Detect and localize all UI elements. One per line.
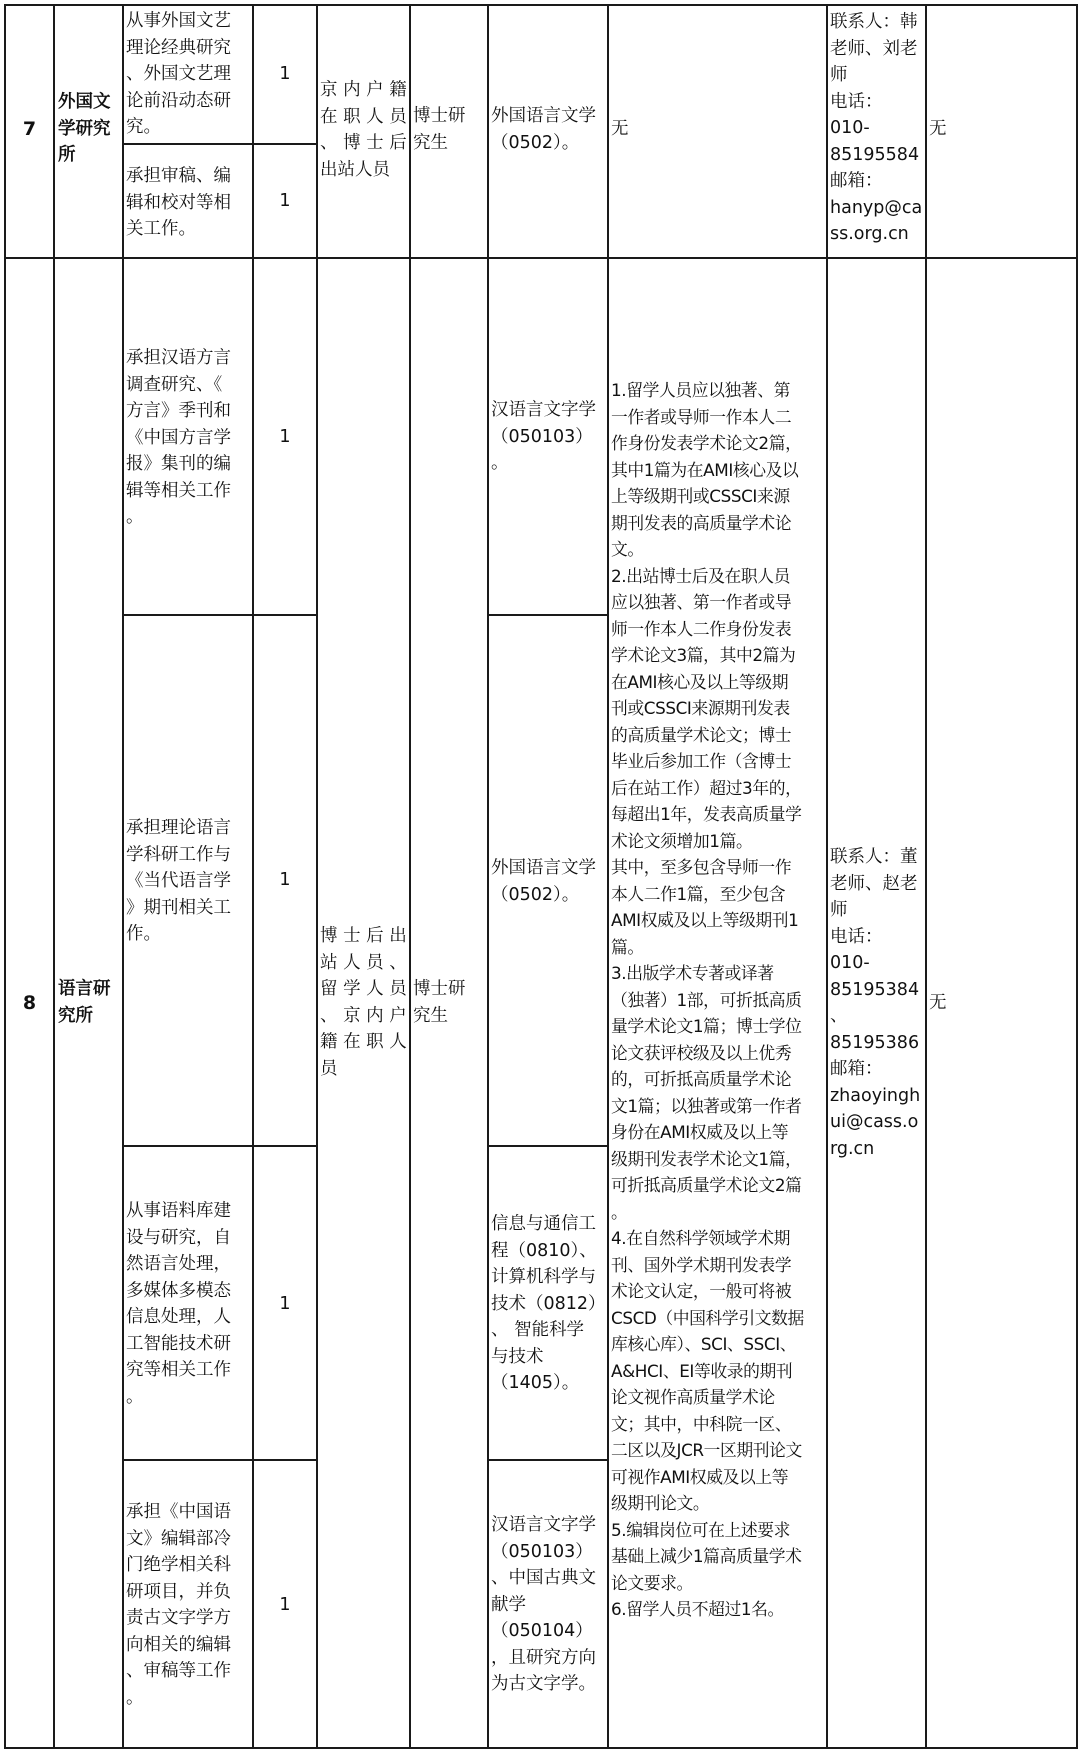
table-col-divider (122, 4, 124, 1749)
row-number: 8 (22, 992, 37, 1014)
table-row-divider (122, 1459, 318, 1461)
major-requirement: 汉语言文字学 （050103） 、中国古典文 献学 （050104） ，且研究方向 为古文字学。 (491, 1515, 596, 1694)
position-count: 1 (279, 191, 291, 211)
duty-description: 从事外国文艺 理论经典研究 、外国文艺理 论前沿动态研 究。 (126, 11, 231, 137)
major-requirement: 信息与通信工 程（0810）、 计算机科学与 技术（0812） 、 智能科学 与技术 （1405）。 (491, 1214, 606, 1393)
position-count: 1 (279, 427, 291, 447)
table-row-divider (4, 257, 1078, 259)
table-row-divider (122, 1145, 318, 1147)
major-requirement: 外国语言文学 （0502）。 (491, 106, 596, 153)
duty-description: 承担审稿、编 辑和校对等相 关工作。 (126, 166, 231, 239)
table-row-divider (487, 614, 607, 616)
table-col-divider (826, 4, 828, 1749)
table-row-divider (122, 143, 318, 145)
duty-description: 承担理论语言 学科研工作与 《当代语言学 》期刊相关工 作。 (126, 818, 231, 944)
position-count: 1 (279, 1595, 291, 1615)
row-number: 7 (22, 118, 37, 140)
table-border-right (1076, 4, 1078, 1749)
candidate-source: 博 士 后 出 站 人 员 、 留 学 人 员 、 京 内 户 籍 在 职 人 员 (320, 926, 407, 1079)
major-requirement: 汉语言文字学 （050103） 。 (491, 400, 596, 473)
education-requirement: 博士研 究生 (413, 106, 466, 153)
table-col-divider (607, 4, 609, 1749)
other-requirement: 1.留学人员应以独著、第 一作者或导师一作本人二 作身份发表学术论文2篇， 其中1篇为在AMI核心及以 上等级期刊或CSSCI来源 期刊发表的高质量学术论 文。 2.出站博士后及在职人员 应以独著、第一作者或导 师一作本人二作身份发表 学术论文3篇，其中2篇为 在AMI核心及以上等级期 刊或CSSCI来源期刊发表 的高质量学术论文；博士 毕业后参加工作（含博士 后在站工作）超过3年的， 每超出1年，发表高质量学 术论文须增加1篇。 其中，至多包含导师一作 本人二作1篇，至少包含 AMI权威及以上等级期刊1 篇。 3.出版学术专著或译著 （独著）1部，可折抵高质 量学术论文1篇；博士学位 论文获评校级及以上优秀 的，可折抵高质量学术论 文1篇；以独著或第一作者 身份在AMI权威及以上等 级期刊发表学术论文1篇， 可折抵高质量学术论文2篇 。 4.在自然科学领域学术期 刊、国外学术期刊发表学 术论文认定，一般可将被 CSCD（中国科学引文数据 库核心库）、SCI、SSCI、 A&HCI、EI等收录的期刊 论文视作高质量学术论 文；其中，中科院一区、 二区以及JCR一区期刊论文 可视作AMI权威及以上等 级期刊论文。 5.编辑岗位可在上述要求 基础上减少1篇高质量学术 论文要求。 6.留学人员不超过1名。 (611, 380, 804, 1619)
table-border-bottom (4, 1747, 1078, 1749)
duty-description: 承担《中国语 文》编辑部冷 门绝学相关科 研项目，并负 责古文字学方 向相关的编辑 、审稿等工作 。 (126, 1502, 231, 1708)
table-row-divider (122, 614, 318, 616)
position-count: 1 (279, 1294, 291, 1314)
major-requirement: 外国语言文学 （0502）。 (491, 858, 596, 905)
contact-info: 联系人：韩 老师、刘老 师 电话： 010- 85195584 邮箱： hanyp@ca ss.org.cn (830, 12, 923, 244)
table-col-divider (316, 4, 318, 1749)
contact-info: 联系人：董 老师、赵老 师 电话： 010- 85195384 、 85195386 邮箱： zhaoyingh ui@cass.o rg.cn (830, 847, 921, 1159)
position-count: 1 (279, 64, 291, 84)
table-row-divider (487, 1145, 607, 1147)
duty-description: 承担汉语方言 调查研究、《 方言》季刊和 《中国方言学 报》集刊的编 辑等相关工作 。 (126, 348, 231, 527)
candidate-source: 京 内 户 籍 在 职 人 员 、 博 士 后 出站人员 (320, 80, 407, 180)
table-col-divider (487, 4, 489, 1749)
table-col-divider (409, 4, 411, 1749)
other-requirement: 无 (611, 119, 629, 139)
institute-name: 外国文 学研究 所 (58, 92, 111, 165)
institute-name: 语言研 究所 (58, 979, 111, 1026)
table-row-divider (487, 1459, 607, 1461)
education-requirement: 博士研 究生 (413, 979, 466, 1026)
remark: 无 (929, 119, 947, 139)
remark: 无 (929, 993, 947, 1013)
table-col-divider (53, 4, 55, 1749)
duty-description: 从事语料库建 设与研究，自 然语言处理， 多媒体多模态 信息处理，人 工智能技术研 究等相关工作 。 (126, 1201, 231, 1407)
table-border-left (4, 4, 6, 1749)
position-count: 1 (279, 870, 291, 890)
table-border-top (4, 4, 1078, 6)
